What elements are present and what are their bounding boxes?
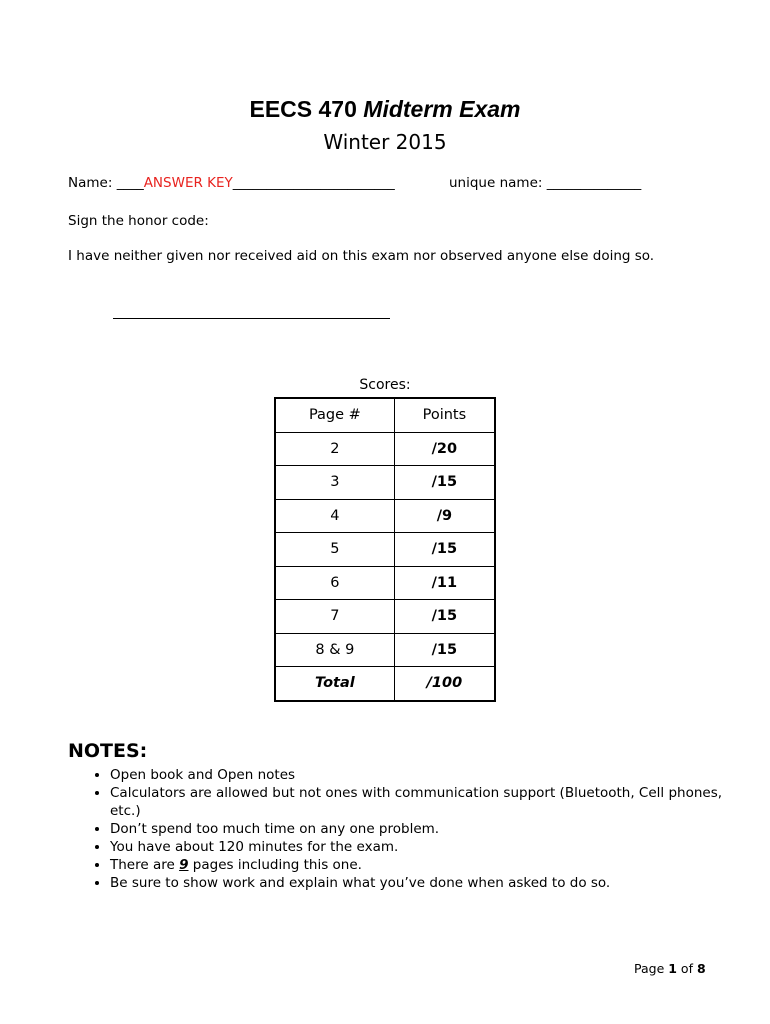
points-cell: /15 <box>394 633 495 667</box>
header-points: Points <box>394 398 495 432</box>
page-cell: 8 & 9 <box>275 633 394 667</box>
table-row <box>275 633 495 667</box>
name-label: Name: <box>68 175 113 191</box>
table-row <box>275 533 495 567</box>
scores-table <box>274 397 496 702</box>
title-exam-name: Midterm Exam <box>363 96 521 122</box>
points-cell: /15 <box>394 600 495 634</box>
page-word: Page <box>634 961 669 976</box>
notes-list <box>68 766 730 892</box>
page-cell: 7 <box>275 600 394 634</box>
page-current: 1 <box>668 961 677 976</box>
page-cell: 4 <box>275 499 394 533</box>
name-blank-lead: ____ <box>116 175 144 191</box>
page-cell: 2 <box>275 432 394 466</box>
header-page: Page # <box>275 398 394 432</box>
sign-honor-label: Sign the honor code: <box>68 213 209 229</box>
list-item <box>110 856 730 874</box>
list-item: • You have about 120 minutes for the exam. <box>110 838 730 856</box>
page-cell: 3 <box>275 466 394 500</box>
name-blank-trail: ________________________ <box>232 175 395 191</box>
list-item: • Calculators are allowed but not ones with communication support (Bluetooth, Cell phones, etc.) <box>110 784 730 820</box>
pages-suffix: pages including this one. <box>188 857 362 873</box>
exam-term: Winter 2015 <box>323 130 447 154</box>
name-line <box>68 175 395 191</box>
table-row <box>275 600 495 634</box>
table-row <box>275 499 495 533</box>
points-cell: /20 <box>394 432 495 466</box>
table-row <box>275 466 495 500</box>
page-number <box>634 961 706 976</box>
name-value: ANSWER KEY <box>143 175 233 191</box>
unique-name-line <box>449 175 641 191</box>
pages-prefix: There are <box>110 857 180 873</box>
of-word: of <box>676 961 697 976</box>
points-cell: /15 <box>394 533 495 567</box>
page-cell: 6 <box>275 566 394 600</box>
scores-header-row <box>275 398 495 432</box>
table-row <box>275 566 495 600</box>
points-cell: /9 <box>394 499 495 533</box>
list-item: • Be sure to show work and explain what you’ve done when asked to do so. <box>110 874 730 892</box>
table-row <box>275 432 495 466</box>
total-row <box>275 667 495 701</box>
list-item: • Open book and Open notes <box>110 766 730 784</box>
unique-name-blank: ______________ <box>546 175 642 191</box>
exam-title <box>0 96 770 123</box>
page-cell: 5 <box>275 533 394 567</box>
notes-heading: NOTES: <box>68 740 148 762</box>
signature-line <box>113 318 390 319</box>
total-label: Total <box>275 667 394 701</box>
pages-count: 9 <box>179 857 189 873</box>
title-course: EECS 470 <box>249 96 364 122</box>
scores-label: Scores: <box>359 377 411 393</box>
list-item: • Don’t spend too much time on any one problem. <box>110 820 730 838</box>
unique-name-label: unique name: <box>449 175 543 191</box>
page-total: 8 <box>696 961 706 976</box>
points-cell: /11 <box>394 566 495 600</box>
honor-statement: I have neither given nor received aid on this exam nor observed anyone else doing so. <box>68 248 655 264</box>
total-points: /100 <box>394 667 495 701</box>
points-cell: /15 <box>394 466 495 500</box>
